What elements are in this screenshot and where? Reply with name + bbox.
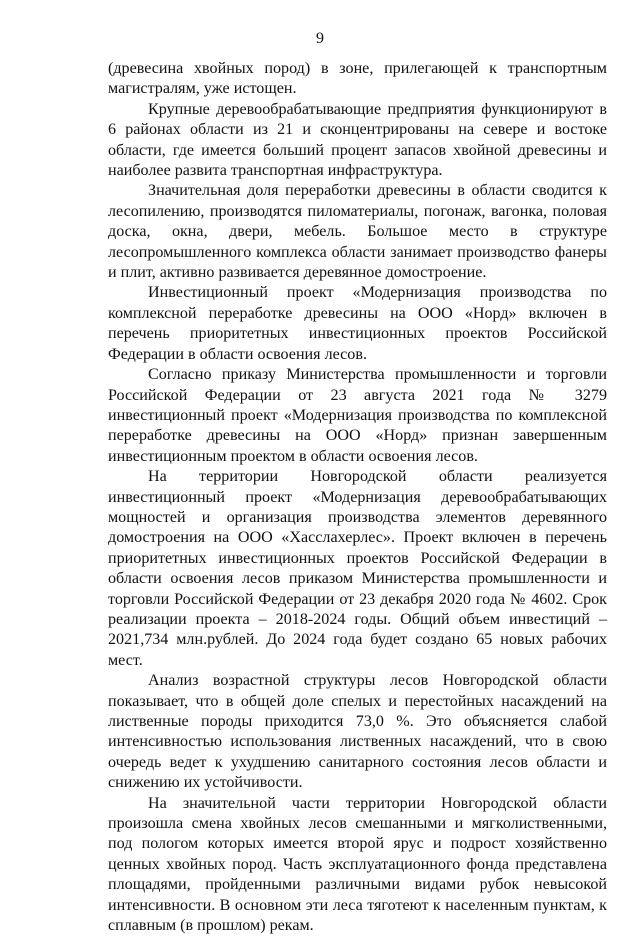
paragraph-wood-processing-share: Значительная доля переработки древесины в области сводится к лесопилению, производятся пиломатериалы, погонаж, вагонка, половая доска, окна, двери, мебель. Большое место в структуре лесопромышленного комплекса области занимает производство фанеры и плит, активно развивается деревянное домостроение. — [108, 182, 607, 282]
paragraph-hasslacherles-project: На территории Новгородской области реализуется инвестиционный проект «Модернизация деревообрабатывающих мощностей и организация производства элементов деревянного домостроения на ООО «Хасслахерлес». Проект включен в перечень приоритетных инвестиционных проектов Российской Федерации в области освоения лесов приказом Министерства промышленности и торговли Российской Федерации от 23 декабря 2020 года № 4602. Срок реализации проекта – 2018-2024 годы. Общий объем инвестиций – 2021,734 млн.рублей. До 2024 года будет создано 65 новых рабочих мест. — [108, 468, 607, 669]
paragraph-ministry-order-3279: Согласно приказу Министерства промышленности и торговли Российской Федерации от 23 августа 2021 года № 3279 инвестиционный проект «Модернизация производства по комплексной переработке древесины на ООО «Норд» признан завершенным инвестиционным проектом в области освоения лесов. — [108, 366, 607, 465]
page-number: 9 — [316, 30, 324, 47]
paragraph-continued: (древесина хвойных пород) в зоне, прилегающей к транспортным магистралям, уже истощен. — [108, 60, 607, 98]
paragraph-woodworking-enterprises: Крупные деревообрабатывающие предприятия функционируют в 6 районах области из 21 и сконцентрированы на севере и востоке области, где имеется больший процент запасов хвойной древесины и наиболее развита транспортная инфраструктура. — [108, 100, 607, 180]
paragraph-forest-succession: На значительной части территории Новгородской области произошла смена хвойных лесов смешанными и мягколиственными, под пологом которых имеется второй ярус и подрост хозяйственно ценных хвойных пород. Часть эксплуатационного фонда представлена площадями, пройденными различными видами рубок невысокой интенсивности. В основном эти леса тяготеют к населенным пунктам, к сплавным (в прошлом) рекам. — [108, 794, 607, 935]
paragraph-forest-age-analysis: Анализ возрастной структуры лесов Новгородской области показывает, что в общей доле спелых и перестойных насаждений на лиственные породы приходится 73,0 %. Это объясняется слабой интенсивностью использования лиственных насаждений, что в свою очередь ведет к ухудшению санитарного состояния лесов области и снижению их устойчивости. — [108, 672, 607, 792]
paragraph-nord-investment-project: Инвестиционный проект «Модернизация производства по комплексной переработке древесины на ООО «Норд» включен в перечень приоритетных инвестиционных проектов Российской Федерации в области освоения лесов. — [108, 284, 607, 363]
document-body — [108, 59, 607, 936]
